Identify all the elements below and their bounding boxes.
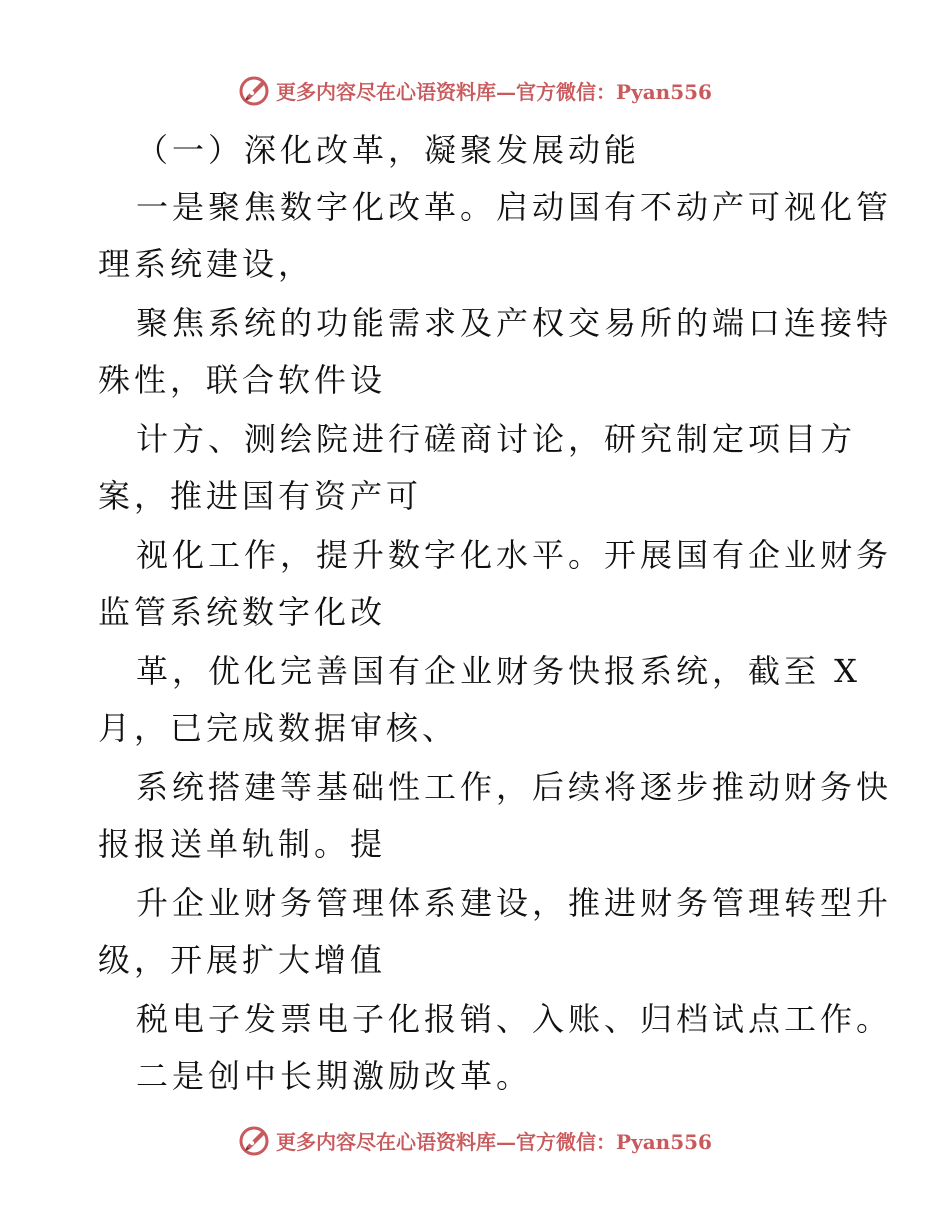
paragraph-line: 一是聚焦数字化改革。启动国有不动产可视化管 (136, 188, 893, 226)
paragraph-line: 月，已完成数据审核、 (98, 709, 459, 747)
paragraph-line: 监管系统数字化改 (98, 593, 387, 631)
paragraph-line: 二是创中长期激励改革。 (136, 1057, 533, 1095)
header-watermark (0, 70, 950, 110)
paragraph-line: 殊性，联合软件设 (98, 361, 387, 399)
watermark-group (238, 1124, 712, 1156)
paragraph-line: 报报送单轨制。提 (98, 825, 387, 863)
paragraph-line: 聚焦系统的功能需求及产权交易所的端口连接特 (136, 304, 893, 342)
paragraph-line: 案，推进国有资产可 (98, 477, 423, 515)
watermark-group (238, 74, 712, 106)
paragraph-line: 视化工作，提升数字化水平。开展国有企业财务 (136, 536, 893, 574)
paragraph-line: 理系统建设， (98, 245, 315, 283)
paragraph-line: 革，优化完善国有企业财务快报系统，截至 X (136, 652, 861, 690)
paragraph-line: 系统搭建等基础性工作，后续将逐步推动财务快 (136, 768, 893, 806)
red-pen-circle-logo-icon (238, 1124, 270, 1156)
watermark-text: 更多内容尽在心语资料库—官方微信：Pyan556 (276, 1129, 712, 1154)
paragraph-line: 税电子发票电子化报销、入账、归档试点工作。 (136, 1000, 893, 1038)
paragraph-line: 计方、测绘院进行磋商讨论，研究制定项目方 (136, 420, 857, 458)
watermark-text: 更多内容尽在心语资料库—官方微信：Pyan556 (276, 79, 712, 104)
red-pen-circle-logo-icon (238, 74, 270, 106)
paragraph-line: 级，开展扩大增值 (98, 941, 387, 979)
paragraph-line: 升企业财务管理体系建设，推进财务管理转型升 (136, 884, 893, 922)
footer-watermark (0, 1120, 950, 1160)
section-heading: （一）深化改革，凝聚发展动能 (136, 131, 641, 169)
